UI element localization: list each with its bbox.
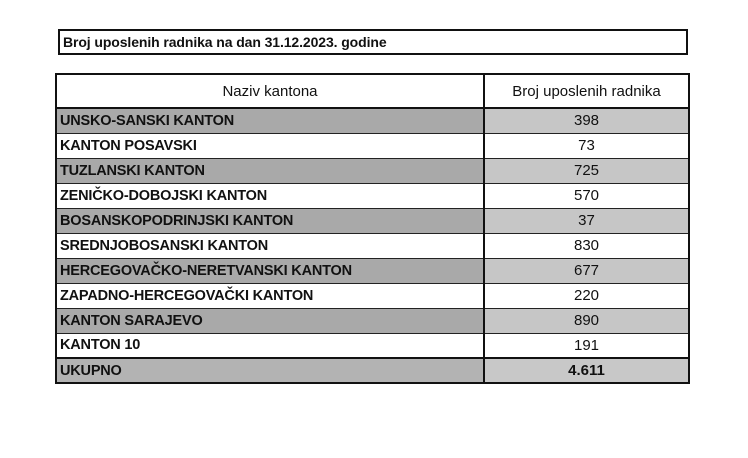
table-row xyxy=(56,333,689,358)
table-row xyxy=(56,108,689,133)
employees-by-canton-table xyxy=(55,73,690,384)
employee-count-cell: 398 xyxy=(484,108,689,133)
employee-count-cell: 37 xyxy=(484,208,689,233)
canton-name-cell: ZAPADNO-HERCEGOVAČKI KANTON xyxy=(56,283,484,308)
employee-count-cell: 220 xyxy=(484,283,689,308)
canton-name-cell: ZENIČKO-DOBOJSKI KANTON xyxy=(56,183,484,208)
table-header-row xyxy=(56,74,689,108)
employee-count-cell: 73 xyxy=(484,133,689,158)
total-count-cell: 4.611 xyxy=(484,358,689,383)
canton-name-cell: TUZLANSKI KANTON xyxy=(56,158,484,183)
table-row xyxy=(56,258,689,283)
document-title: Broj uposlenih radnika na dan 31.12.2023. godine xyxy=(58,29,688,55)
table-body xyxy=(56,108,689,383)
column-header-canton-name: Naziv kantona xyxy=(56,74,484,108)
column-header-employee-count: Broj uposlenih radnika xyxy=(484,74,689,108)
table-row xyxy=(56,183,689,208)
table-row xyxy=(56,233,689,258)
canton-name-cell: HERCEGOVAČKO-NERETVANSKI KANTON xyxy=(56,258,484,283)
table-row xyxy=(56,208,689,233)
employee-count-cell: 890 xyxy=(484,308,689,333)
table-row xyxy=(56,133,689,158)
canton-name-cell: KANTON SARAJEVO xyxy=(56,308,484,333)
employee-count-cell: 830 xyxy=(484,233,689,258)
total-label-cell: UKUPNO xyxy=(56,358,484,383)
table-row xyxy=(56,158,689,183)
canton-name-cell: SREDNJOBOSANSKI KANTON xyxy=(56,233,484,258)
employee-count-cell: 725 xyxy=(484,158,689,183)
employee-count-cell: 677 xyxy=(484,258,689,283)
canton-name-cell: BOSANSKOPODRINJSKI KANTON xyxy=(56,208,484,233)
table-row xyxy=(56,283,689,308)
employee-count-cell: 191 xyxy=(484,333,689,358)
canton-name-cell: KANTON POSAVSKI xyxy=(56,133,484,158)
employee-count-cell: 570 xyxy=(484,183,689,208)
canton-name-cell: UNSKO-SANSKI KANTON xyxy=(56,108,484,133)
total-row xyxy=(56,358,689,383)
table-row xyxy=(56,308,689,333)
canton-name-cell: KANTON 10 xyxy=(56,333,484,358)
